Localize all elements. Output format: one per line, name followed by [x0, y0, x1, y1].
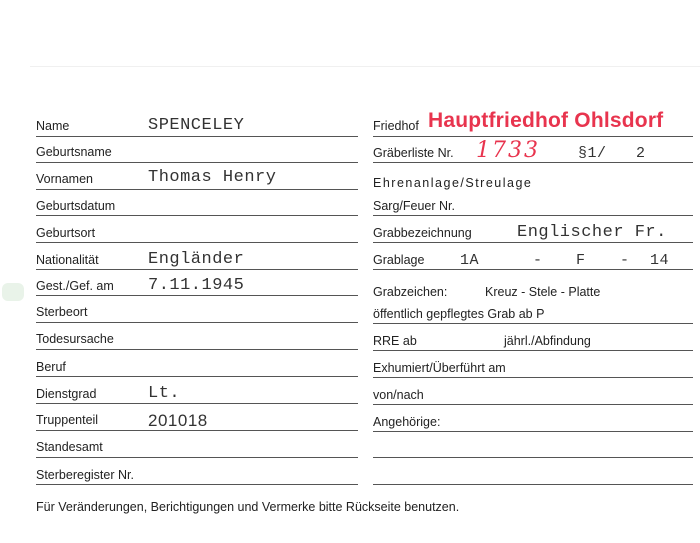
deathreg-label: Sterberegister Nr.	[36, 468, 134, 482]
registry-label: Standesamt	[36, 440, 103, 454]
gravename-value: Englischer Fr.	[517, 223, 667, 242]
marker-label: Grabzeichen:	[373, 285, 448, 299]
location-label: Grablage	[373, 253, 425, 267]
rank-line	[36, 403, 358, 404]
cemetery-label: Friedhof	[373, 119, 419, 133]
relatives-line-3	[373, 484, 693, 485]
relatives-line	[373, 431, 693, 432]
nationality-line	[36, 269, 358, 270]
maintained-line	[373, 323, 693, 324]
occupation-line	[36, 376, 358, 377]
rank-value: Lt.	[148, 384, 181, 403]
firstnames-line	[36, 189, 358, 190]
location-field: 1A	[460, 252, 480, 269]
occupation-label: Beruf	[36, 360, 66, 374]
name-value: SPENCELEY	[148, 116, 245, 135]
coffin-label: Sarg/Feuer Nr.	[373, 199, 455, 213]
firstnames-value: Thomas Henry	[148, 168, 277, 187]
birthname-label: Geburtsname	[36, 145, 112, 159]
deathplace-line	[36, 322, 358, 323]
fromto-line	[373, 404, 693, 405]
nationality-value: Engländer	[148, 250, 245, 269]
name-label: Name	[36, 119, 70, 133]
firstnames-label: Vornamen	[36, 172, 93, 186]
birthdate-line	[36, 215, 358, 216]
footer-note: Für Veränderungen, Berichtigungen und Vermerke bitte Rückseite benutzen.	[36, 500, 460, 514]
relatives-line-2	[373, 457, 693, 458]
rre-line	[373, 350, 693, 351]
cemetery-stamp: Hauptfriedhof Ohlsdorf	[428, 109, 664, 132]
birthname-line	[36, 162, 358, 163]
nationality-label: Nationalität	[36, 253, 99, 267]
gravename-line	[373, 242, 693, 243]
birthplace-label: Geburtsort	[36, 226, 96, 240]
gravelist-number: 1733	[476, 138, 540, 163]
cause-label: Todesursache	[36, 332, 114, 346]
deathreg-line	[36, 484, 358, 485]
rank-label: Dienstgrad	[36, 387, 97, 401]
location-dash-1: -	[533, 252, 543, 269]
deathplace-label: Sterbeort	[36, 305, 88, 319]
exhumed-line	[373, 377, 693, 378]
died-label: Gest./Gef. am	[36, 279, 114, 293]
unit-label: Truppenteil	[36, 413, 99, 427]
coffin-line	[373, 215, 693, 216]
maintained-label: öffentlich gepflegtes Grab ab P	[373, 307, 545, 321]
rre-options: jährl./Abfindung	[504, 334, 591, 348]
location-row: F	[576, 252, 586, 269]
birthplace-line	[36, 242, 358, 243]
died-line	[36, 295, 358, 296]
gravelist-line	[373, 162, 693, 163]
rre-label: RRE ab	[373, 334, 417, 348]
grave-record-card	[30, 66, 700, 543]
location-line	[373, 269, 693, 270]
gravename-label: Grabbezeichnung	[373, 226, 472, 240]
name-line	[36, 136, 358, 137]
gravelist-page: 2	[636, 145, 646, 162]
died-value: 7.11.1945	[148, 276, 245, 295]
cause-line	[36, 349, 358, 350]
registry-line	[36, 457, 358, 458]
fromto-label: von/nach	[373, 388, 424, 402]
location-number: 14	[650, 252, 670, 269]
relatives-label: Angehörige:	[373, 415, 441, 429]
paper-mark	[2, 283, 24, 301]
gravelist-section: §1/	[578, 145, 607, 162]
unit-line	[36, 430, 358, 431]
cemetery-line	[373, 136, 693, 137]
honor-label: Ehrenanlage/Streulage	[373, 176, 533, 190]
birthdate-label: Geburtsdatum	[36, 199, 116, 213]
gravelist-label: Gräberliste Nr.	[373, 146, 454, 160]
location-dash-2: -	[620, 252, 630, 269]
marker-options: Kreuz - Stele - Platte	[485, 285, 601, 299]
unit-value: 201018	[148, 411, 208, 430]
exhumed-label: Exhumiert/Überführt am	[373, 361, 506, 375]
